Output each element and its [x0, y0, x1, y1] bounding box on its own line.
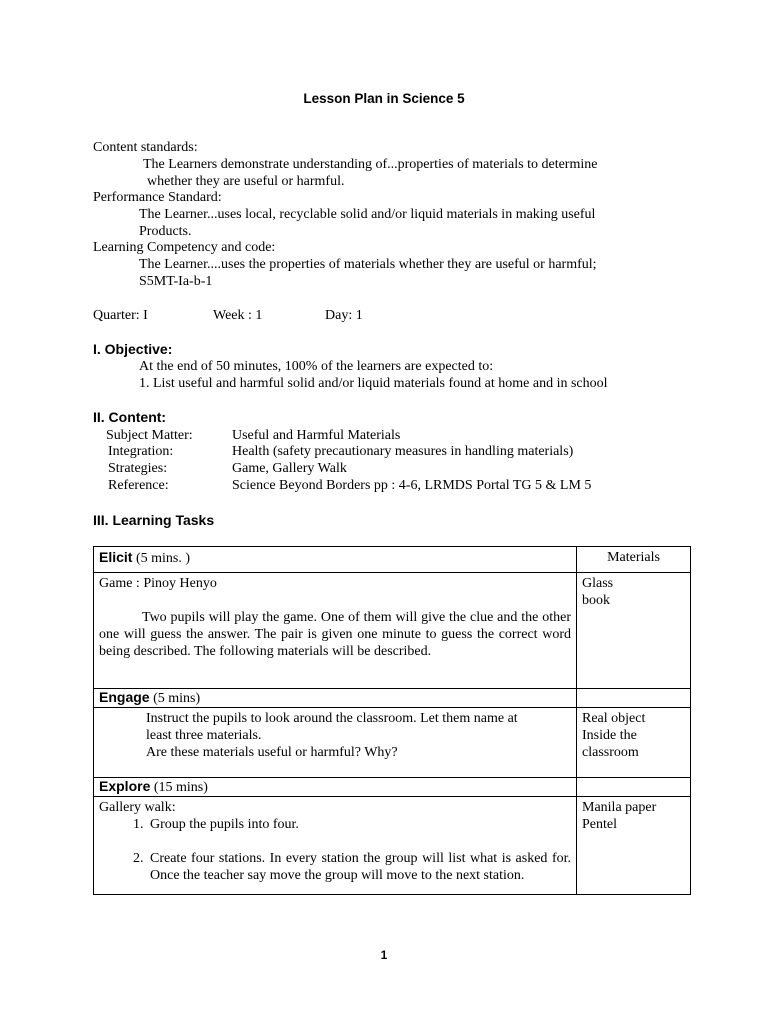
quarter-text: Quarter: I: [93, 308, 148, 323]
explore-duration: (15 mins): [153, 780, 208, 795]
content-label-strategies: Strategies:: [108, 461, 168, 476]
performance-standard-text-cont: Products.: [139, 224, 192, 239]
content-standards-text: The Learners demonstrate understanding of...properties of materials to determine: [143, 157, 598, 172]
page-number: 1: [380, 948, 388, 962]
content-standards-label: Content standards:: [93, 140, 198, 155]
engage-label: Engage: [99, 689, 150, 705]
elicit-material-item: book: [582, 593, 610, 608]
elicit-game-title: Game : Pinoy Henyo: [99, 576, 217, 591]
explore-steps-list: [99, 816, 571, 884]
content-heading: II. Content:: [93, 409, 167, 425]
learning-tasks-heading: III. Learning Tasks: [93, 512, 215, 528]
content-label-subject: Subject Matter:: [106, 428, 193, 443]
page-title: Lesson Plan in Science 5: [303, 91, 465, 106]
materials-header: Materials: [577, 547, 691, 573]
elicit-description: Two pupils will play the game. One of them will give the clue and the other one will guess the answer. The pair is given one minute to guess the correct word being described. The following materials will be described.: [99, 610, 571, 659]
explore-material-item: Manila paper: [582, 800, 657, 815]
week-text: Week : 1: [213, 308, 263, 323]
elicit-body-row: [94, 573, 691, 689]
explore-header-row: [94, 778, 691, 797]
learning-competency-text: The Learner....uses the properties of materials whether they are useful or harmful;: [139, 257, 597, 272]
learning-competency-label: Learning Competency and code:: [93, 240, 276, 255]
content-label-reference: Reference:: [108, 478, 169, 493]
engage-question: Are these materials useful or harmful? Why?: [146, 745, 398, 760]
engage-instruction-cont: least three materials.: [146, 728, 262, 743]
engage-material-item: Real object: [582, 711, 646, 726]
explore-intro: Gallery walk:: [99, 800, 176, 815]
engage-body-row: [94, 708, 691, 778]
content-value-strategies: Game, Gallery Walk: [232, 461, 347, 476]
explore-step: 2. Create four stations. In every station the group will list what is asked for. Once the teacher say move the group will move to the next station.: [147, 850, 571, 884]
objective-heading: I. Objective:: [93, 341, 173, 357]
performance-standard-label: Performance Standard:: [93, 190, 222, 205]
content-value-reference: Science Beyond Borders pp : 4-6, LRMDS Portal TG 5 & LM 5: [232, 478, 592, 493]
engage-material-item: Inside the: [582, 728, 637, 743]
elicit-duration: (5 mins. ): [135, 551, 191, 566]
elicit-label: Elicit: [99, 549, 133, 565]
content-value-integration: Health (safety precautionary measures in handling materials): [232, 444, 574, 459]
learning-tasks-table: [93, 546, 691, 895]
content-label-integration: Integration:: [108, 444, 174, 459]
performance-standard-text: The Learner...uses local, recyclable solid and/or liquid materials in making useful: [139, 207, 596, 222]
elicit-material-item: Glass: [582, 576, 614, 591]
engage-header-row: [94, 689, 691, 708]
engage-material-item: classroom: [582, 745, 639, 760]
explore-material-item: Pentel: [582, 817, 617, 832]
explore-label: Explore: [99, 778, 151, 794]
engage-duration: (5 mins): [153, 691, 201, 706]
explore-body-row: [94, 797, 691, 895]
elicit-header-row: [94, 547, 691, 573]
learning-competency-code: S5MT-Ia-b-1: [139, 274, 213, 289]
content-value-subject: Useful and Harmful Materials: [232, 428, 401, 443]
explore-step: 1. Group the pupils into four.: [147, 816, 571, 833]
engage-instruction: Instruct the pupils to look around the classroom. Let them name at: [146, 711, 518, 726]
day-text: Day: 1: [325, 308, 363, 323]
objective-intro: At the end of 50 minutes, 100% of the learners are expected to:: [139, 359, 494, 374]
content-standards-text-cont: whether they are useful or harmful.: [147, 174, 345, 189]
objective-item: 1. List useful and harmful solid and/or liquid materials found at home and in school: [139, 376, 608, 391]
